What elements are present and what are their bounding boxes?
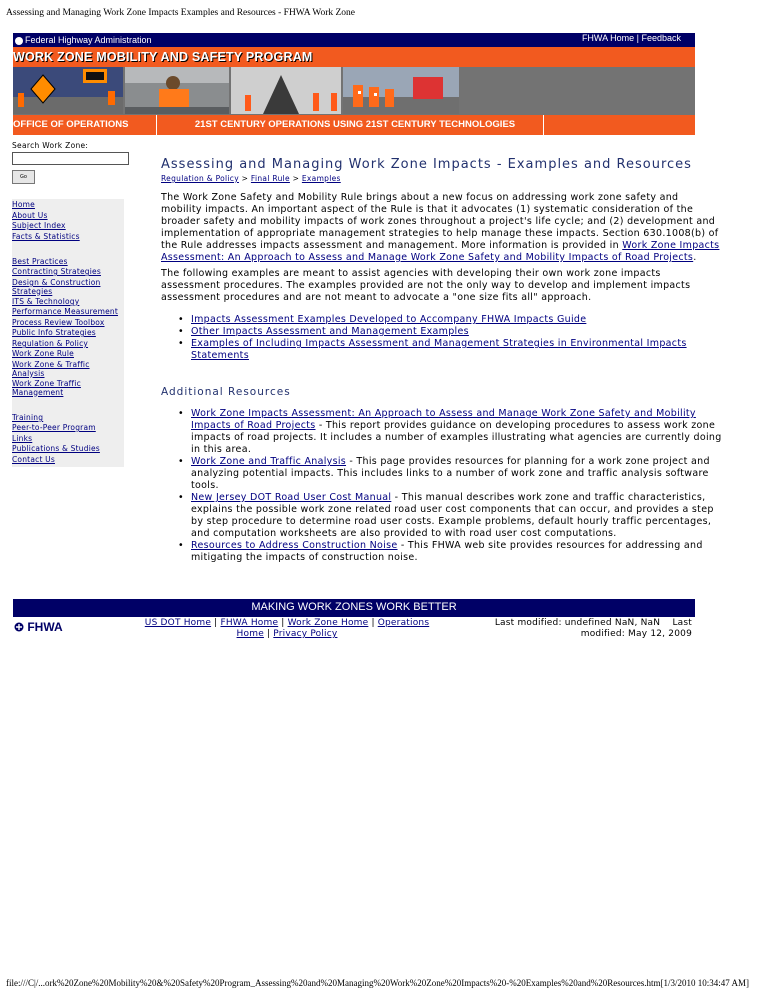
- last-modified: [448, 618, 692, 640]
- agency-name[interactable]: [13, 33, 160, 48]
- fhwa-logo-text: FHWA: [27, 620, 63, 634]
- other-examples-link[interactable]: Other Impacts Assessment and Management Examples: [191, 326, 469, 337]
- breadcrumb-separator: >: [241, 174, 249, 183]
- nav-about-us[interactable]: About Us: [12, 211, 48, 220]
- nav-work-zone-rule[interactable]: Work Zone Rule: [12, 349, 74, 358]
- footer-separator: |: [267, 629, 271, 639]
- nav-contracting-strategies[interactable]: Contracting Strategies: [12, 267, 101, 276]
- nav-best-practices[interactable]: Best Practices: [12, 257, 68, 266]
- nav-links[interactable]: Links: [12, 434, 33, 443]
- banner-top-links: [582, 33, 681, 45]
- program-title[interactable]: WORK ZONE MOBILITY AND SAFETY PROGRAM: [13, 47, 338, 67]
- photo-work-zone-sign: [13, 67, 123, 114]
- intro-period: .: [693, 252, 697, 263]
- dot-logo-icon: [15, 37, 23, 45]
- feedback-link[interactable]: Feedback: [641, 33, 681, 43]
- nav-home[interactable]: Home: [12, 200, 35, 209]
- footer-work-zone-home[interactable]: Work Zone Home: [287, 618, 369, 628]
- resources-list: [161, 408, 724, 564]
- list-item: [161, 456, 724, 492]
- footer-links: [137, 618, 437, 640]
- resource-description: - This FHWA web site provides resources for addressing and mitigating the impacts of construction noise.: [191, 540, 703, 563]
- nav-work-zone-traffic-analysis[interactable]: Work Zone & Traffic Analysis: [12, 360, 90, 378]
- last-modified-1: Last modified: undefined NaN, NaN: [494, 618, 661, 628]
- list-item: [161, 314, 722, 326]
- nav-publications-studies[interactable]: Publications & Studies: [12, 444, 100, 453]
- nav-performance-measurement[interactable]: Performance Measurement: [12, 307, 119, 316]
- list-item: [161, 492, 724, 540]
- resource-description: - This manual describes work zone and traffic characteristics, explains the possible work zone related road user cost components that can occur, and provides a step by step procedure to determine road user costs. Example problems, default hourly traffic percentages, and computation worksheets are also provided to with road user cost computations.: [191, 492, 714, 539]
- breadcrumb-regulation-policy[interactable]: Regulation & Policy: [161, 174, 239, 183]
- nav-its-technology[interactable]: ITS & Technology: [12, 297, 80, 306]
- examples-list: [161, 314, 722, 362]
- footer-slogan-bar: MAKING WORK ZONES WORK BETTER: [13, 599, 695, 617]
- fhwa-emblem-icon: [14, 622, 24, 632]
- banner-motto: 21ST CENTURY OPERATIONS USING 21ST CENTURY TECHNOLOGIES: [194, 119, 516, 130]
- resource-construction-noise-link[interactable]: Resources to Address Construction Noise: [191, 540, 398, 551]
- fhwa-logo[interactable]: [14, 620, 63, 634]
- intro-text: The Work Zone Safety and Mobility Rule brings about a new focus on addressing work zone safety and mobility impacts. An important aspect of the Rule is that it advocates (1) systematic consideration of the broader safety and mobility impacts of work zones throughout a project's life cycle; and (2) development and implementation of appropriate management strategies to help manage these impacts. Section 630.1008(b) of the Rule addresses impacts assessment and management. More information is provided in: [161, 192, 719, 251]
- intro-paragraph: [161, 192, 722, 264]
- breadcrumb: [161, 174, 341, 183]
- footer-fhwa-home[interactable]: FHWA Home: [220, 618, 279, 628]
- list-item: [161, 408, 724, 456]
- nav-design-construction[interactable]: Design & Construction Strategies: [12, 278, 101, 296]
- banner-photos: [13, 67, 459, 114]
- nav-process-review-toolbox[interactable]: Process Review Toolbox: [12, 318, 105, 327]
- nav-subject-index[interactable]: Subject Index: [12, 221, 66, 230]
- examples-paragraph: The following examples are meant to assist agencies with developing their own work zone impacts assessment procedures. The examples provided are not the only way to develop and implement impacts assessment procedures and are not meant to advocate a "one size fits all" approach.: [161, 268, 691, 303]
- list-item: [161, 338, 722, 362]
- footer-us-dot-home[interactable]: US DOT Home: [144, 618, 212, 628]
- list-item: [161, 326, 722, 338]
- office-of-operations[interactable]: OFFICE OF OPERATIONS: [13, 119, 129, 130]
- site-banner: [13, 33, 695, 135]
- last-modified-2: Last modified: May 12, 2009: [580, 618, 692, 639]
- resource-nj-dot-manual-link[interactable]: New Jersey DOT Road User Cost Manual: [191, 492, 392, 503]
- left-navigation: [12, 199, 124, 467]
- nav-regulation-policy[interactable]: Regulation & Policy: [12, 339, 89, 348]
- nav-public-info-strategies[interactable]: Public Info Strategies: [12, 328, 96, 337]
- top-links-separator: |: [636, 33, 642, 43]
- breadcrumb-separator: >: [292, 174, 300, 183]
- nav-facts-statistics[interactable]: Facts & Statistics: [12, 232, 80, 241]
- photo-road-cones: [231, 67, 341, 114]
- nav-contact-us[interactable]: Contact Us: [12, 455, 55, 464]
- footer-privacy-policy[interactable]: Privacy Policy: [273, 629, 338, 639]
- nav-peer-to-peer[interactable]: Peer-to-Peer Program: [12, 423, 96, 432]
- resource-description: - This page provides resources for planning for a work zone project and analyzing potential impacts. This includes links to a number of work zone and traffic analysis software tools.: [191, 456, 710, 491]
- search-input[interactable]: [12, 152, 129, 165]
- impacts-assessment-link[interactable]: Work Zone Impacts Assessment: An Approach to Assess and Manage Work Zone Safety and Mobility Impacts of Road Projects: [161, 240, 720, 263]
- footer-separator: |: [371, 618, 375, 628]
- breadcrumb-final-rule[interactable]: Final Rule: [250, 174, 290, 183]
- resource-traffic-analysis-link[interactable]: Work Zone and Traffic Analysis: [191, 456, 347, 467]
- resource-impacts-assessment-link[interactable]: Work Zone Impacts Assessment: An Approach to Assess and Manage Work Zone Safety and Mobility Impacts of Road Projects: [191, 408, 696, 431]
- examples-fhwa-guide-link[interactable]: Impacts Assessment Examples Developed to Accompany FHWA Impacts Guide: [191, 314, 587, 325]
- environmental-statements-link[interactable]: Examples of Including Impacts Assessment and Management Strategies in Environmental Impacts Statements: [191, 338, 687, 361]
- fhwa-home-top-link[interactable]: FHWA Home: [581, 33, 635, 43]
- nav-training[interactable]: Training: [12, 413, 44, 422]
- breadcrumb-examples[interactable]: Examples: [301, 174, 341, 183]
- resource-description: - This report provides guidance on developing procedures to assess work zone impacts of road projects. It includes a number of examples illustrating what agencies are currently doing in this area.: [191, 420, 722, 455]
- photo-worker: [125, 67, 229, 114]
- additional-resources-heading: Additional Resources: [161, 386, 291, 398]
- search-go-button[interactable]: Go: [12, 170, 35, 184]
- file-url: file:///C|/...ork%20Zone%20Mobility%20&%20Safety%20Program_Assessing%20and%20Managing%20Work%20Zone%20Impacts%20-%20Examples%20and%20Resources.htm[1/3/2010 10:34:47 AM]: [6, 978, 749, 988]
- page-title: Assessing and Managing Work Zone Impacts - Examples and Resources: [161, 157, 692, 172]
- photo-barrels: [343, 67, 459, 114]
- footer-separator: |: [214, 618, 218, 628]
- agency-label: Federal Highway Administration: [25, 35, 152, 45]
- search-label: Search Work Zone:: [12, 141, 89, 150]
- footer-separator: |: [281, 618, 285, 628]
- browser-title: Assessing and Managing Work Zone Impacts Examples and Resources - FHWA Work Zone: [6, 8, 356, 18]
- footer-operations-home[interactable]: Operations Home: [236, 618, 430, 639]
- list-item: [161, 540, 724, 564]
- nav-work-zone-traffic-management[interactable]: Work Zone Traffic Management: [12, 379, 81, 397]
